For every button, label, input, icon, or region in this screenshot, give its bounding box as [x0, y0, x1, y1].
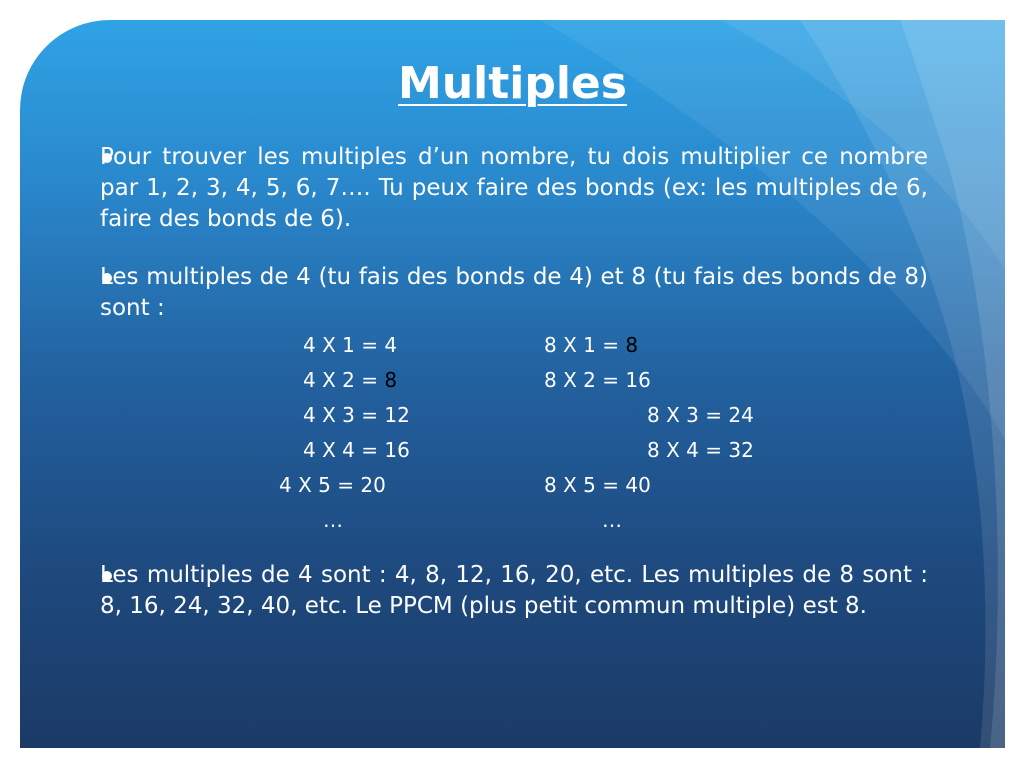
table-right-row: 8 X 4 = 32: [647, 438, 754, 462]
table-right-row: 8 X 5 = 40: [544, 473, 651, 497]
table-right-row: 8 X 3 = 24: [647, 403, 754, 427]
table-left-row: 4 X 2 = 8: [303, 368, 398, 392]
decorative-waves: [20, 20, 1005, 748]
table-left-row: 4 X 1 = 4: [303, 333, 398, 357]
table-left-row: 4 X 3 = 12: [303, 403, 410, 427]
slide-title: Multiples: [398, 58, 627, 109]
bullet-text-2: Les multiples de 4 (tu fais des bonds de 4) et 8 (tu fais des bonds de 8) sont :: [100, 264, 928, 321]
slide: [20, 20, 1005, 748]
bullet-text-3: Les multiples de 4 sont : 4, 8, 12, 16, 20, etc. Les multiples de 8 sont : 8, 16, 24, 32, 40, etc. Le PPCM (plus petit commun multiple) est 8.: [100, 562, 928, 619]
bullet-text-1: Pour trouver les multiples d’un nombre, tu dois multiplier ce nombre par 1, 2, 3, 4, 5, 6, 7…. Tu peux faire des bonds (ex: les multiples de 6, faire des bonds de 6).: [100, 144, 928, 232]
table-right-row: 8 X 1 = 8: [544, 333, 639, 357]
table-left-row: 4 X 4 = 16: [303, 438, 410, 462]
table-right-ellipsis: …: [602, 508, 622, 532]
table-left-ellipsis: …: [323, 508, 343, 532]
table-right-row: 8 X 2 = 16: [544, 368, 651, 392]
table-left-row: 4 X 5 = 20: [279, 473, 386, 497]
